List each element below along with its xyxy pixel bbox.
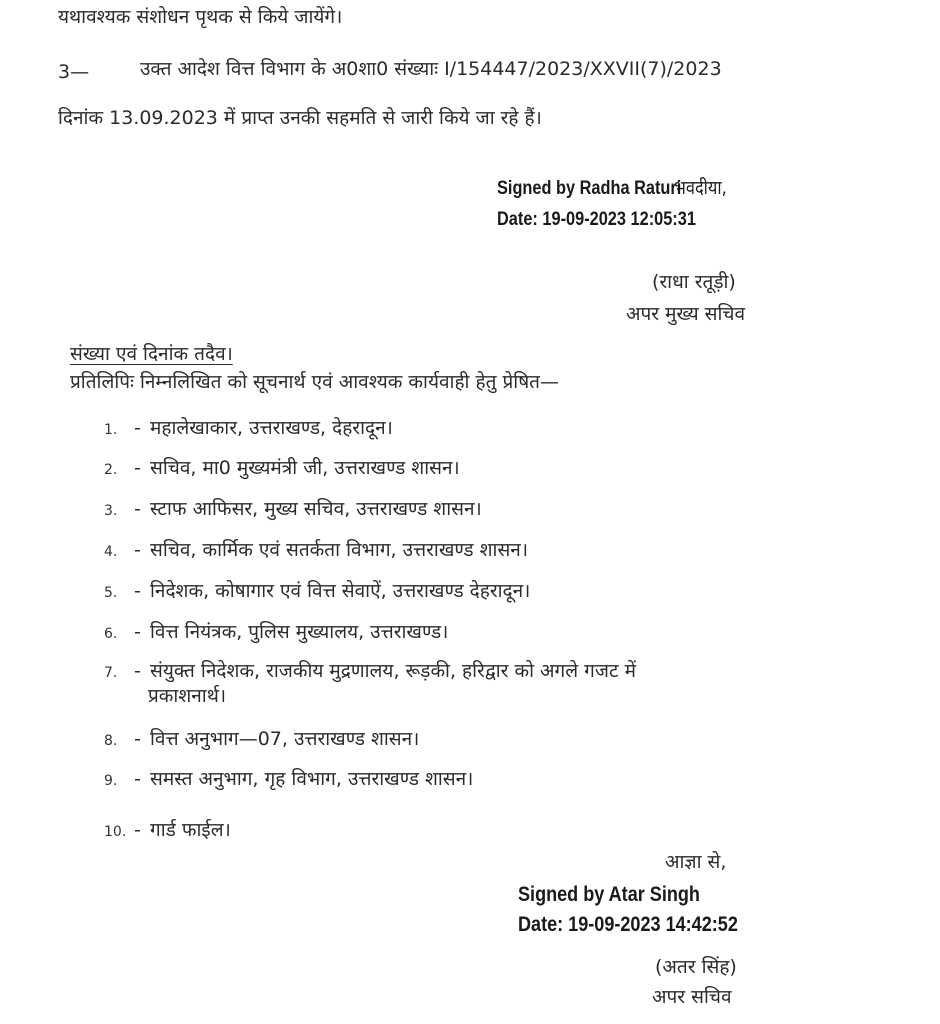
- intro-line: यथावश्यक संशोधन पृथक से किये जायेंगे।: [58, 6, 343, 28]
- list-item-number: 4.: [104, 544, 118, 560]
- signature-1-signed-by: [497, 176, 727, 201]
- signature-2-salutation: आज्ञा से,: [665, 851, 727, 873]
- copy-heading: संख्या एवं दिनांक तदैव।: [70, 343, 233, 365]
- para3-line1: उक्त आदेश वित्त विभाग के अ0शा0 संख्याः I/154447/2023/XXVII(7)/2023: [140, 58, 722, 80]
- list-item-number: 9.: [104, 773, 118, 789]
- list-item-text: संयुक्त निदेशक, राजकीय मुद्रणालय, रूड़की, हरिद्वार को अगले गजट में: [150, 660, 636, 682]
- list-item-number: 10.: [104, 824, 127, 840]
- signature-1-name-en: Signed by Radha Raturi: [497, 178, 682, 199]
- list-item: 10. - गार्ड फाईल।: [104, 818, 231, 844]
- list-item: 3. - स्टाफ आफिसर, मुख्य सचिव, उत्तराखण्ड शासन।: [104, 497, 482, 523]
- list-item-number: 2.: [104, 462, 118, 478]
- list-item: 8. - वित्त अनुभाग—07, उत्तराखण्ड शासन।: [104, 727, 419, 753]
- list-item: 5. - निदेशक, कोषागार एवं वित्त सेवाऐं, उत्तराखण्ड देहरादून।: [104, 579, 530, 605]
- signature-1-date: Date: 19-09-2023 12:05:31: [497, 209, 696, 230]
- signature-2-designation: अपर सचिव: [652, 986, 732, 1008]
- signature-1-designation: अपर मुख्य सचिव: [626, 303, 746, 325]
- list-item-text: निदेशक, कोषागार एवं वित्त सेवाऐं, उत्तराखण्ड देहरादून।: [150, 580, 531, 602]
- list-item-number: 8.: [104, 733, 118, 749]
- list-item-text: समस्त अनुभाग, गृह विभाग, उत्तराखण्ड शासन।: [150, 768, 474, 790]
- list-item-number: 1.: [104, 422, 118, 438]
- para3-line2: दिनांक 13.09.2023 में प्राप्त उनकी सहमति से जारी किये जा रहे हैं।: [58, 107, 542, 129]
- signature-1-name: (राधा रतूड़ी): [652, 271, 736, 293]
- list-item-text: स्टाफ आफिसर, मुख्य सचिव, उत्तराखण्ड शासन।: [150, 498, 482, 520]
- list-item-text: गार्ड फाईल।: [150, 819, 231, 841]
- list-item: 4. - सचिव, कार्मिक एवं सतर्कता विभाग, उत्तराखण्ड शासन।: [104, 538, 528, 564]
- signature-2-signed-by: Signed by Atar Singh: [518, 883, 700, 906]
- list-item: 1. - महालेखाकार, उत्तराखण्ड, देहरादून।: [104, 416, 393, 442]
- list-item-text: सचिव, मा0 मुख्यमंत्री जी, उत्तराखण्ड शासन।: [150, 457, 460, 479]
- list-item-number: 3.: [104, 503, 118, 519]
- list-item-text: वित्त नियंत्रक, पुलिस मुख्यालय, उत्तराखण्ड।: [150, 621, 449, 643]
- list-item: 2. - सचिव, मा0 मुख्यमंत्री जी, उत्तराखण्ड शासन।: [104, 456, 460, 482]
- list-item-number: 5.: [104, 585, 118, 601]
- list-item-number: 7.: [104, 665, 118, 681]
- list-item-continuation: [148, 684, 226, 708]
- list-item-text: महालेखाकार, उत्तराखण्ड, देहरादून।: [150, 417, 393, 439]
- signature-2-name: (अतर सिंह): [655, 956, 737, 978]
- list-item-text: वित्त अनुभाग—07, उत्तराखण्ड शासन।: [150, 728, 420, 750]
- list-item-number: 6.: [104, 626, 118, 642]
- signature-2-date: Date: 19-09-2023 14:42:52: [518, 913, 738, 936]
- list-item: 6. - वित्त नियंत्रक, पुलिस मुख्यालय, उत्तराखण्ड।: [104, 620, 448, 646]
- copy-intro: प्रतिलिपिः निम्नलिखित को सूचनार्थ एवं आवश्यक कार्यवाही हेतु प्रेषित—: [70, 371, 560, 393]
- para3-number: 3—: [58, 61, 90, 83]
- signature-1-suffix: भवदीया,: [674, 177, 727, 199]
- list-item: 9. - समस्त अनुभाग, गृह विभाग, उत्तराखण्ड शासन।: [104, 767, 473, 793]
- list-item-text: सचिव, कार्मिक एवं सतर्कता विभाग, उत्तराखण्ड शासन।: [150, 539, 529, 561]
- list-item-text: प्रकाशनार्थ।: [148, 685, 227, 707]
- list-item: 7. - संयुक्त निदेशक, राजकीय मुद्रणालय, रूड़की, हरिद्वार को अगले गजट में: [104, 659, 636, 685]
